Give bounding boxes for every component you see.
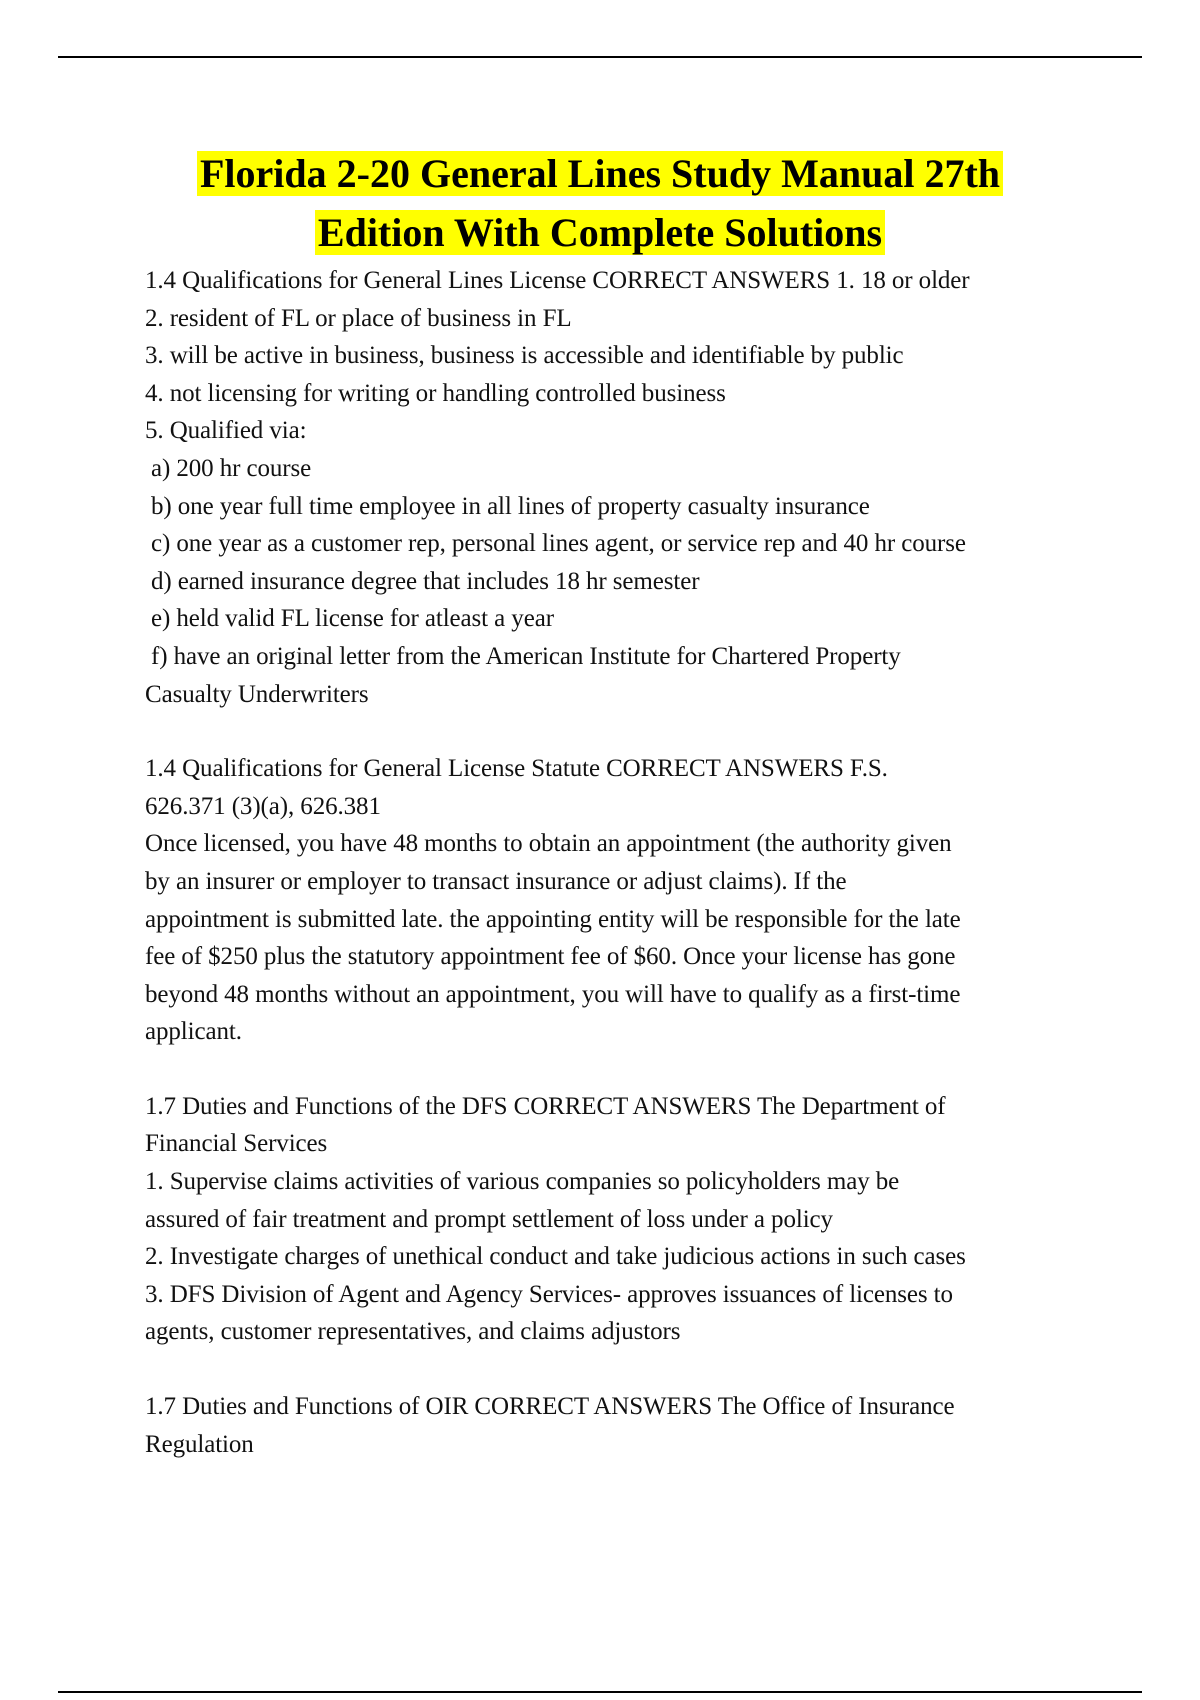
bottom-rule — [58, 1691, 1142, 1693]
text-line: 1.7 Duties and Functions of OIR CORRECT ANSWERS The Office of Insurance — [145, 1393, 955, 1421]
text-line: 1.4 Qualifications for General Lines License CORRECT ANSWERS 1. 18 or older — [145, 267, 970, 294]
section-qualifications-statute — [145, 750, 1105, 1051]
paragraph-gap — [145, 713, 1105, 750]
text-line: 2. Investigate charges of unethical conduct and take judicious actions in such cases — [145, 1243, 966, 1271]
text-line: d) earned insurance degree that includes 18 hr semester — [151, 567, 700, 595]
text-line: Once licensed, you have 48 months to obtain an appointment (the authority given — [145, 830, 952, 858]
text-line: Financial Services — [145, 1130, 328, 1158]
text-line: 4. not licensing for writing or handling controlled business — [145, 379, 726, 407]
text-line: Regulation — [145, 1430, 254, 1458]
section-oir-duties — [145, 1388, 1105, 1463]
section-dfs-duties — [145, 1088, 1105, 1351]
text-line: assured of fair treatment and prompt settlement of loss under a policy — [145, 1205, 833, 1233]
text-line: e) held valid FL license for atleast a year — [151, 605, 554, 633]
title-line-1: Florida 2-20 General Lines Study Manual 27th — [197, 151, 1003, 196]
paragraph-gap — [145, 1351, 1105, 1388]
text-line: b) one year full time employee in all lines of property casualty insurance — [151, 492, 870, 520]
text-line: f) have an original letter from the American Institute for Chartered Property — [151, 642, 901, 670]
text-line: fee of $250 plus the statutory appointment fee of $60. Once your license has gone — [145, 943, 956, 971]
section-qualifications-license — [145, 262, 1105, 713]
top-rule — [58, 56, 1142, 58]
text-line: 1.7 Duties and Functions of the DFS CORRECT ANSWERS The Department of — [145, 1092, 946, 1120]
text-line: a) 200 hr course — [151, 454, 312, 482]
text-line: 3. DFS Division of Agent and Agency Services- approves issuances of licenses to — [145, 1280, 953, 1308]
text-line: c) one year as a customer rep, personal lines agent, or service rep and 40 hr course — [151, 530, 966, 558]
document-body — [145, 262, 1105, 1463]
text-line: applicant. — [145, 1018, 242, 1046]
text-line: beyond 48 months without an appointment, you will have to qualify as a first-time — [145, 980, 961, 1008]
text-line: 626.371 (3)(a), 626.381 — [145, 792, 381, 820]
text-line: 5. Qualified via: — [145, 417, 307, 445]
title-line-2: Edition With Complete Solutions — [315, 210, 885, 255]
text-line: Casualty Underwriters — [145, 680, 369, 708]
document-title — [90, 144, 1110, 262]
text-line: agents, customer representatives, and claims adjustors — [145, 1318, 681, 1346]
text-line: 2. resident of FL or place of business in FL — [145, 304, 572, 332]
text-line: appointment is submitted late. the appointing entity will be responsible for the late — [145, 905, 961, 933]
text-line: by an insurer or employer to transact insurance or adjust claims). If the — [145, 867, 847, 895]
paragraph-gap — [145, 1051, 1105, 1088]
text-line: 1. Supervise claims activities of various companies so policyholders may be — [145, 1168, 900, 1196]
text-line: 1.4 Qualifications for General License Statute CORRECT ANSWERS F.S. — [145, 755, 888, 783]
text-line: 3. will be active in business, business is accessible and identifiable by public — [145, 342, 904, 370]
